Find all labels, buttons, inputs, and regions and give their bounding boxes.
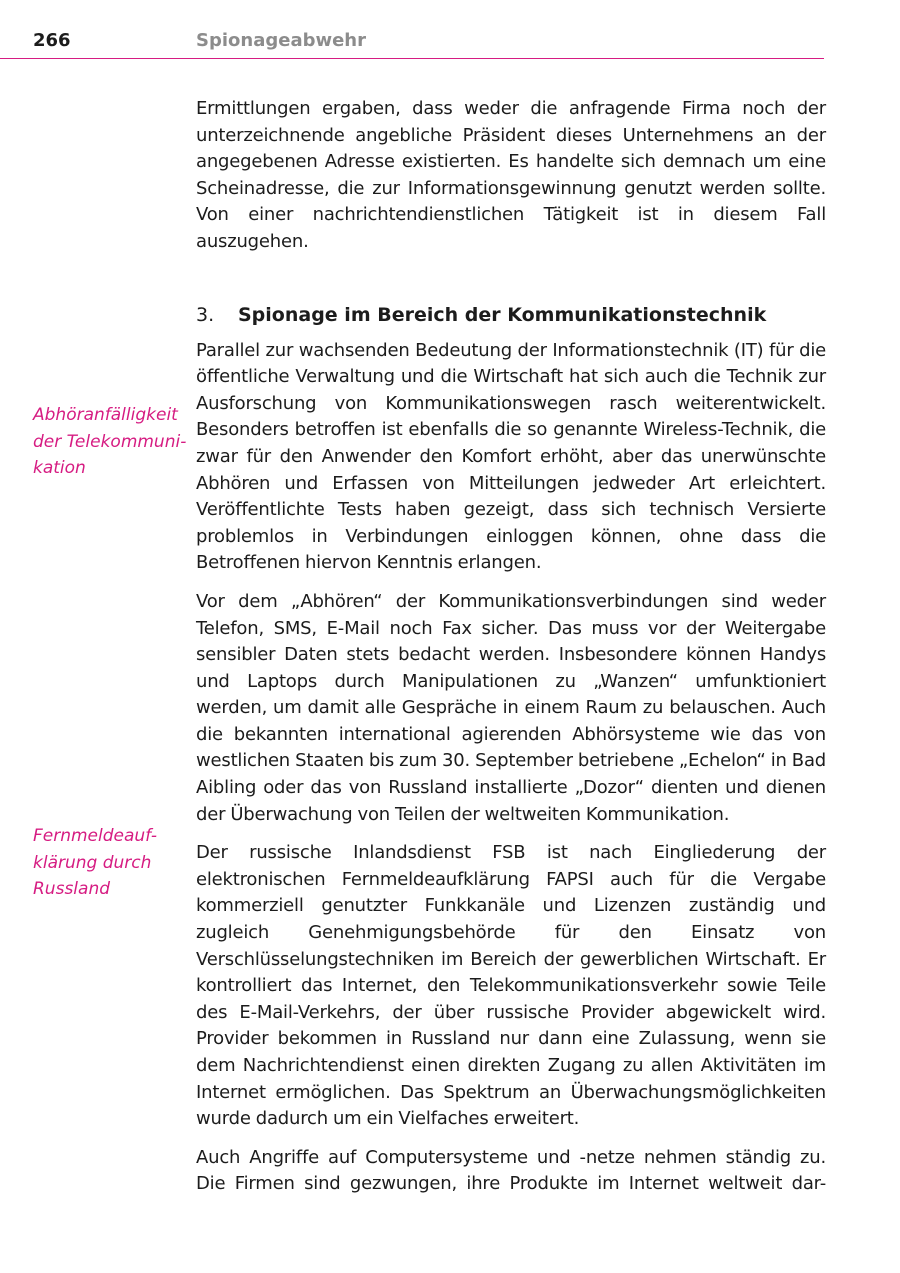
margin-note-line: klärung durch (33, 852, 152, 873)
paragraph-angriffe: Auch Angriffe auf Computersysteme und -netze nehmen ständig zu. Die Firmen sind gezwungen, ihre Produkte im Internet weltweit dar- (196, 1146, 826, 1195)
intro-paragraph: Ermittlungen ergaben, dass weder die anfragende Firma noch der unterzeichnende angebliche Präsident dieses Unternehmens an der angegebenen Adresse existierten. Es handelte sich demnach um eine Scheinadresse, die zur Informationsgewinnung genutzt werden sollte. Von einer nachrichtendienstlichen Tätigkeit ist in diesem Fall auszugehen. (196, 98, 826, 252)
body-column (196, 96, 826, 1210)
paragraph-abhoeren: Vor dem „Abhören“ der Kommunikationsverbindungen sind weder Telefon, SMS, E-Mail noch Fax sicher. Das muss vor der Weitergabe sensibler Daten stets bedacht werden. Insbesondere können Handys und Laptops durch Manipulationen zu „Wanzen“ umfunktioniert werden, um damit alle Gespräche in einem Raum zu belauschen. Auch die bekannten international agierenden Abhörsysteme wie das von westlichen Staaten bis zum 30. September betriebene „Echelon“ in Bad Aibling oder das von Russland installierte „Dozor“ dienten und dienen der Überwachung von Teilen der weltweiten Kommunikation. (196, 590, 826, 825)
section-heading (196, 302, 826, 328)
section-title: Spionage im Bereich der Kommunikationstechnik (238, 303, 767, 326)
running-title: Spionageabwehr (196, 30, 366, 51)
margin-note-line: der Telekommuni- (33, 431, 187, 452)
section-number: 3. (196, 303, 215, 326)
page-header (0, 0, 824, 59)
margin-note-line: Russland (33, 879, 111, 900)
margin-note-line: kation (33, 458, 86, 479)
margin-note-abhoeranfaelligkeit (33, 402, 187, 482)
margin-note-fernmeldeaufklaerung (33, 823, 178, 903)
page-number: 266 (33, 30, 71, 51)
margin-note-line: Abhöranfälligkeit (33, 405, 178, 425)
paragraph-fsb: Der russische Inlandsdienst FSB ist nach Eingliederung der elektronischen Fernmeldeaufklärung FAPSI auch für die Vergabe kommerziell genutzter Funkkanäle und Lizenzen zuständig und zugleich Genehmigungsbehörde für den Einsatz von Verschlüsselungstechniken im Bereich der gewerblichen Wirtschaft. Er kontrolliert das Internet, den Telekommunikationsverkehr sowie Teile des E-Mail-Verkehrs, der über russische Provider abgewickelt wird. Provider bekommen in Russland nur dann eine Zulassung, wenn sie dem Nachrichtendienst einen direkten Zugang zu allen Aktivitäten im Internet ermöglichen. Das Spektrum an Überwachungsmöglichkeiten wurde dadurch um ein Vielfaches erweitert. (196, 842, 826, 1130)
margin-note-line: Fernmeldeauf- (33, 826, 158, 846)
paragraph-wireless: Parallel zur wachsenden Bedeutung der Informationstechnik (IT) für die öffentliche Verwaltung und die Wirtschaft hat sich auch die Technik zur Ausforschung von Kommunikationswegen rasch weiterentwickelt. Besonders betroffen ist ebenfalls die so genannte Wireless-Technik, die zwar für den Anwender den Komfort erhöht, aber das unerwünschte Abhören und Erfassen von Mitteilungen jedweder Art erleichtert. Veröffentlichte Tests haben gezeigt, dass sich technisch Versierte problemlos in Verbindungen einloggen können, ohne dass die Betroffenen hiervon Kenntnis erlangen. (196, 339, 826, 574)
